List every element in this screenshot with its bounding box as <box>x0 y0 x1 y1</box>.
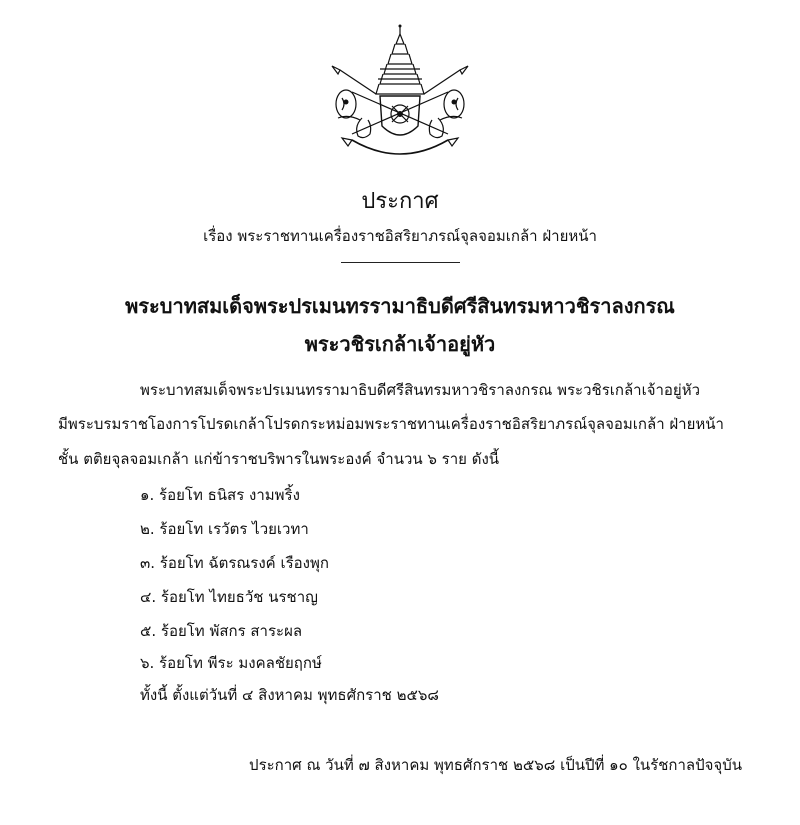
recipient-item: ๒. ร้อยโท เรวัตร ไวยเวทา <box>140 520 309 538</box>
royal-emblem-drawing <box>318 22 482 168</box>
announcement-subject: เรื่อง พระราชทานเครื่องราชอิสริยาภรณ์จุลจอมเกล้า ฝ่ายหน้า <box>203 227 597 245</box>
royal-title-line-2: พระวชิรเกล้าเจ้าอยู่หัว <box>304 332 496 356</box>
divider-line <box>341 262 460 263</box>
recipient-item: ๓. ร้อยโท ฉัตรณรงค์ เรืองพุก <box>140 554 329 572</box>
royal-title-heading <box>0 287 800 363</box>
announcement-date-footer: ประกาศ ณ วันที่ ๗ สิงหาคม พุทธศักราช ๒๕๖๘ เป็นปีที่ ๑๐ ในรัชกาลปัจจุบัน <box>249 756 742 774</box>
effective-date-statement: ทั้งนี้ ตั้งแต่วันที่ ๔ สิงหาคม พุทธศักราช ๒๕๖๘ <box>140 686 439 704</box>
royal-emblem <box>318 22 482 168</box>
body-paragraph-line-3: ชั้น ตติยจุลจอมเกล้า แก่ข้าราชบริพารในพระองค์ จำนวน ๖ ราย ดังนี้ <box>58 450 500 468</box>
recipient-item: ๔. ร้อยโท ไทยธวัช นรชาญ <box>140 588 318 606</box>
page-title: ประกาศ <box>361 189 439 214</box>
body-paragraph-line-2: มีพระบรมราชโองการโปรดเกล้าโปรดกระหม่อมพระราชทานเครื่องราชอิสริยาภรณ์จุลจอมเกล้า ฝ่ายหน้า <box>58 415 724 433</box>
recipient-item: ๖. ร้อยโท พีระ มงคลชัยฤกษ์ <box>140 654 322 672</box>
recipient-item: ๕. ร้อยโท พัสกร สาระผล <box>140 622 303 640</box>
recipient-item: ๑. ร้อยโท ธนิสร งามพริ้ง <box>140 486 300 504</box>
body-paragraph-line-1: พระบาทสมเด็จพระปรเมนทรรามาธิบดีศรีสินทรมหาวชิราลงกรณ พระวชิรเกล้าเจ้าอยู่หัว <box>140 381 701 399</box>
royal-title-line-1: พระบาทสมเด็จพระปรเมนทรรามาธิบดีศรีสินทรมหาวชิราลงกรณ <box>125 294 675 318</box>
